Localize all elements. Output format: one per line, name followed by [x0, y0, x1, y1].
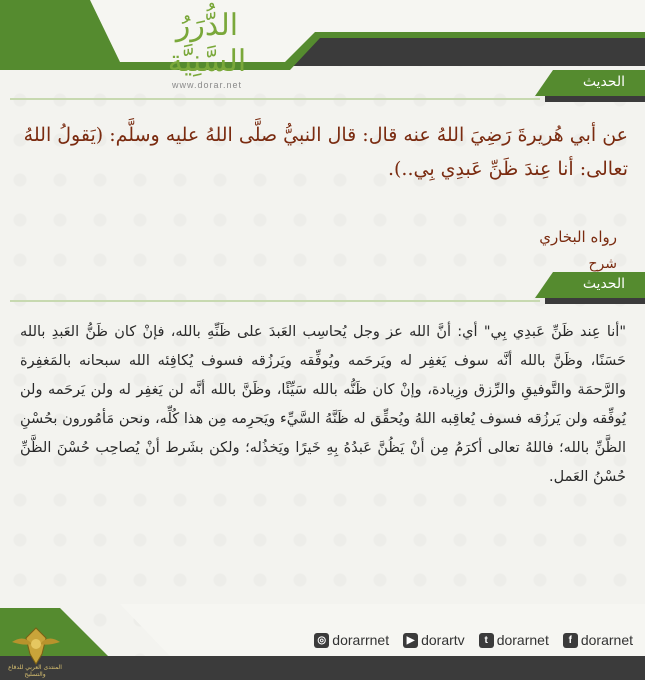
social-twitter[interactable] — [479, 632, 549, 648]
forum-emblem-caption: المنتدى العربي للدفاع والتسليح — [8, 664, 62, 678]
hadith-rule — [10, 98, 540, 100]
instagram-icon: ◎ — [314, 633, 329, 648]
youtube-icon: ▶ — [403, 633, 418, 648]
facebook-handle: dorarnet — [580, 632, 633, 648]
hadith-narrator: رواه البخاري — [539, 228, 617, 246]
twitter-handle: dorarnet — [496, 632, 549, 648]
sharh-text: "أنا عِند ظَنِّ عَبدِي بِي" أي: أنَّ الله عز وجل يُحاسِب العَبدَ على ظَنِّهِ بالله، فإنْ كان ظَنُّ العَبدِ بالله حَسَنًا، وظَنَّ بالله أنَّه سوف يَغفِر له ويَرحَمه ويُوفِّقه ويَرزُقه فسوف يُكافِئه الله سبحانه بالمَغفِرة والرَّحمَة والتَّوفيقِ والرِّزق وزِيادة، وإنْ كان ظَنُّه بالله سَيِّئًا، وظَنَّ بالله أنَّه لن يَغفِر له ولن يَرحَمه ولن يُوفِّقه ولن يَرزُقه فسوف يُعاقِبه اللهُ ويُحقِّق له ظَنَّهُ السَّيِّء ويَحرِمه مِن هذا كُلِّه، ونحن مَأمُورون بحُسْنِ الظَّنِّ بالله؛ فاللهُ تعالى أكرَمُ مِن أنْ يَظُنَّ عَبدُهُ بِهِ خَيرًا ويَخذُله؛ ولكن بشَرط أنْ يُصاحِب حُسْنَ الظَّنِّ حُسْنُ العَمل. — [20, 324, 626, 485]
dorar-logo — [132, 8, 282, 90]
instagram-handle: dorarrnet — [332, 632, 390, 648]
logo-title: الدُّرَرُ السَّنِيَّة — [167, 8, 247, 79]
social-links — [314, 632, 633, 648]
social-instagram[interactable] — [314, 632, 389, 648]
social-facebook[interactable] — [563, 632, 633, 648]
hadith-section-label: الحديث — [582, 74, 625, 90]
twitter-icon: t — [479, 633, 494, 648]
hadith-section-tab-shadow — [545, 96, 645, 102]
hadith-text: عن أبي هُريرةَ رَضِيَ اللهُ عنه قال: قال النبيُّ صلَّى اللهُ عليه وسلَّم: (يَقولُ اللهُ تعالى: أنا عِندَ ظَنِّ عَبدِي بِي..). — [23, 124, 628, 180]
logo-url: www.dorar.net — [171, 80, 243, 90]
youtube-handle: dorartv — [421, 632, 465, 648]
sharh-label-line2: الحديث — [582, 276, 625, 292]
sharh-section-tab-shadow — [545, 298, 645, 304]
sharh-label-line1: شرح — [588, 256, 617, 272]
facebook-icon: f — [563, 633, 578, 648]
footer-band-dark — [0, 656, 645, 680]
sharh-rule — [10, 300, 540, 302]
social-youtube[interactable] — [403, 632, 465, 648]
